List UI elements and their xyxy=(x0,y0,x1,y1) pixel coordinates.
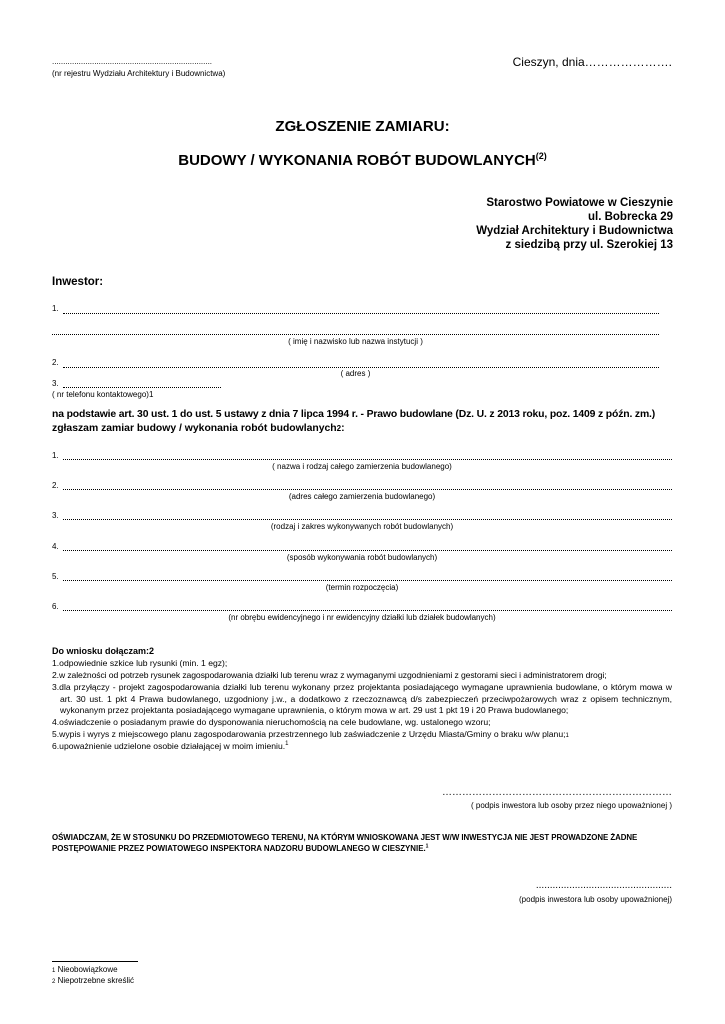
attachments-heading: Do wniosku dołączam:2 xyxy=(52,646,155,656)
city-date: Cieszyn, dnia…………………. xyxy=(512,55,672,69)
field-5-label: (termin rozpoczęcia) xyxy=(325,583,399,592)
field-6-label: (nr obrębu ewidencyjnego i nr ewidencyjny działki lub działek budowlanych) xyxy=(228,613,496,622)
attachment-item-6-text: 6.upoważnienie udzielone osobie działającej w moim imieniu. xyxy=(52,741,286,751)
field-6-line[interactable] xyxy=(63,610,672,611)
field-3-label: (rodzaj i zakres wykonywanych robót budowlanych) xyxy=(270,522,454,531)
investor-phone-line[interactable] xyxy=(63,387,221,388)
field-5-line[interactable] xyxy=(63,580,672,581)
field-5-number: 5. xyxy=(52,572,59,581)
signature-1-dots[interactable]: …………………………………………………………… xyxy=(442,787,672,798)
investor-phone-label: ( nr telefonu kontaktowego)1 xyxy=(52,390,154,399)
declaration-sup: 1 xyxy=(425,843,429,850)
field-1-number: 1. xyxy=(52,451,59,460)
declaration-line-1: OŚWIADCZAM, ŻE W STOSUNKU DO PRZEDMIOTOWEGO TERENU, NA KTÓRYM WNIOSKOWANA JEST W/W INWESTYCJA NIE JEST PROWADZONE ŻADNE xyxy=(52,833,638,842)
form-subtitle-text: BUDOWY / WYKONANIA ROBÓT BUDOWLANYCH xyxy=(178,152,536,169)
investor-name-line-1[interactable] xyxy=(63,313,659,314)
form-subtitle-sup: (2) xyxy=(535,151,547,161)
investor-address-label: ( adres ) xyxy=(340,369,371,378)
footnote-2-number: 2 xyxy=(52,979,56,985)
investor-name-label: ( imię i nazwisko lub nazwa instytucji ) xyxy=(288,337,423,346)
addressee-line-4: z siedzibą przy ul. Szerokiej 13 xyxy=(505,239,673,251)
investor-field-2-number: 2. xyxy=(52,358,59,367)
legal-basis-line-2-row xyxy=(52,422,672,436)
legal-basis-sub: 2 xyxy=(336,424,342,433)
form-subtitle xyxy=(0,152,725,169)
legal-basis-line-2: zgłaszam zamiar budowy / wykonania robót budowlanych xyxy=(52,423,337,434)
addressee-line-2: ul. Bobrecka 29 xyxy=(587,211,673,223)
attachment-item-5-text: 5.wypis i wyrys z miejscowego planu zagospodarowania przestrzennego lub zaświadczenie z Urzędu Miasta/Gminy o braku w/w planu; xyxy=(52,729,566,739)
attachment-item-5-sup: 1 xyxy=(565,733,569,739)
field-2-number: 2. xyxy=(52,481,59,490)
footnote-1-text: Nieobowiązkowe xyxy=(57,965,118,974)
form-title: ZGŁOSZENIE ZAMIARU: xyxy=(275,118,450,135)
attachment-item-1: 1.odpowiednie szkice lub rysunki (min. 1 egz); xyxy=(52,658,228,668)
footnote-2-text: Niepotrzebne skreślić xyxy=(57,976,135,985)
field-1-line[interactable] xyxy=(63,459,672,460)
footnote-2 xyxy=(52,976,134,985)
registry-number-dots: ........................................................................ xyxy=(52,57,213,66)
addressee-block xyxy=(476,196,673,252)
field-6-number: 6. xyxy=(52,602,59,611)
legal-basis-line-1: na podstawie art. 30 ust. 1 do ust. 5 ustawy z dnia 7 lipca 1994 r. - Prawo budowlane (Dz. U. z 2013 roku, poz. 1409 z późn. zm.) xyxy=(52,409,656,420)
signature-2-label: (podpis inwestora lub osoby upoważnionej) xyxy=(519,895,672,904)
signature-2-dots[interactable]: ................................................. xyxy=(535,880,672,891)
field-2-line[interactable] xyxy=(63,489,672,490)
field-3-line[interactable] xyxy=(63,519,672,520)
field-4-number: 4. xyxy=(52,542,59,551)
attachment-item-3 xyxy=(52,682,672,717)
field-4-label: (sposób wykonywania robót budowlanych) xyxy=(286,553,438,562)
declaration-line-2: POSTĘPOWANIE PRZEZ POWIATOWEGO INSPEKTORA NADZORU BUDOWLANEGO W CIESZYNIE. xyxy=(52,844,426,853)
registry-number-label: (nr rejestru Wydziału Architektury i Budownictwa) xyxy=(52,69,226,78)
field-3-number: 3. xyxy=(52,511,59,520)
legal-basis xyxy=(52,408,672,436)
legal-basis-colon: : xyxy=(341,423,345,434)
footnote-1 xyxy=(52,965,118,974)
investor-heading: Inwestor: xyxy=(52,276,104,288)
attachment-item-3-text: 3.dla przyłączy - projekt zagospodarowania działki lub terenu wykonany przez projektanta posiadającego wymagane uprawnienia budowlane, o którym mowa w art. 30 ust. 1 pkt 4 Prawa budowlanego, uzgodniony j.w., a dodatkowo z rzeczoznawcą d/s zabezpieczeń przeciwpożarowych wraz z opisem technicznym, wykonanym przez projektanta posiadającego wymagane uprawnienia, o którym mowa w art. 29 ust 1 pkt 19 i 20 Prawa budowlanego; xyxy=(52,682,672,715)
addressee-line-3: Wydział Architektury i Budownictwa xyxy=(476,225,673,237)
attachment-item-6-sup: 1 xyxy=(285,741,289,748)
field-1-label: ( nazwa i rodzaj całego zamierzenia budowlanego) xyxy=(272,462,452,471)
field-4-line[interactable] xyxy=(63,550,672,551)
footnote-divider xyxy=(52,961,138,962)
attachment-item-2: 2.w zależności od potrzeb rysunek zagospodarowania działki lub terenu wraz z wymaganymi uzgodnieniami z gestorami sieci i administratorem drogi; xyxy=(52,670,607,680)
signature-1-label: ( podpis inwestora lub osoby przez niego upoważnionej ) xyxy=(470,801,672,810)
investor-name-line-2[interactable] xyxy=(52,334,659,335)
investor-field-1-number: 1. xyxy=(52,304,59,313)
investor-address-line[interactable] xyxy=(63,367,659,368)
attachment-item-4: 4.oświadczenie o posiadanym prawie do dysponowania nieruchomością na cele budowlane, wg. ustalonego wzoru; xyxy=(52,717,491,727)
declaration-line-2-row xyxy=(52,843,673,854)
declaration xyxy=(52,832,673,854)
footnote-1-number: 1 xyxy=(52,968,56,974)
attachment-item-6 xyxy=(52,741,672,753)
field-2-label: (adres całego zamierzenia budowlanego) xyxy=(288,492,436,501)
addressee-line-1: Starostwo Powiatowe w Cieszynie xyxy=(486,197,673,209)
investor-field-3-number: 3. xyxy=(52,379,59,388)
